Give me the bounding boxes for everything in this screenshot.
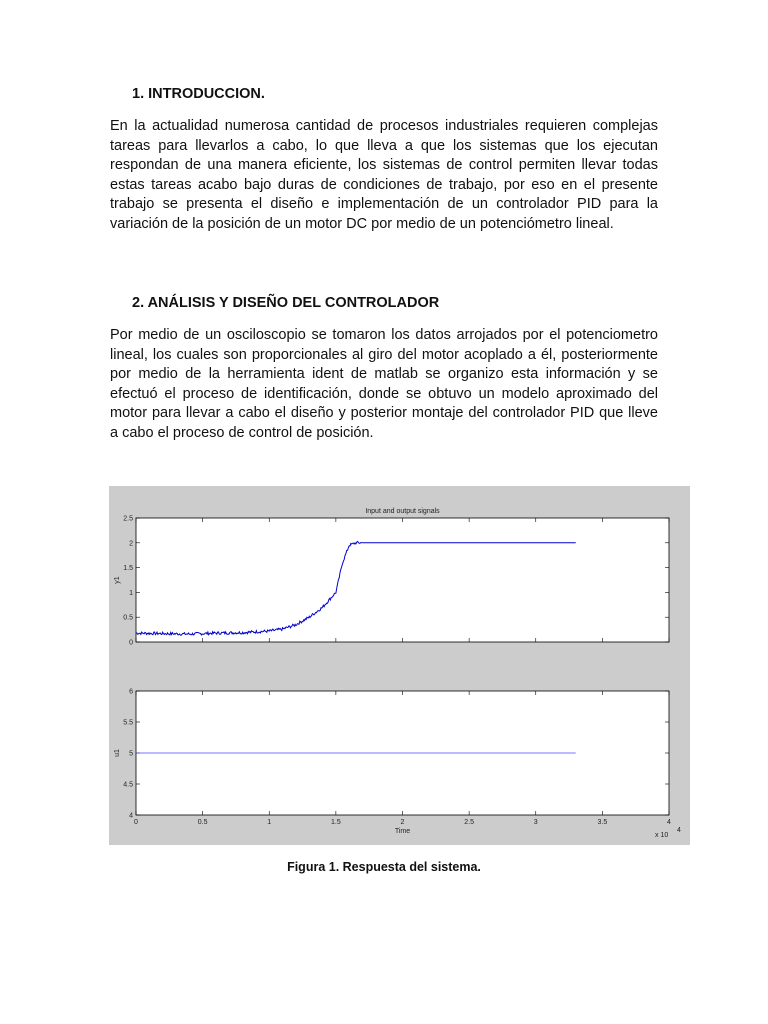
section-2-paragraph: Por medio de un osciloscopio se tomaron los datos arrojados por el potenciometro lineal, los cuales son proporcionales al giro del motor acoplado a él, posteriormente por medio de la herramienta ident de matlab se organizo esta información y se efectuó el proceso de identificación, donde se obtuvo un modelo aproximado del motor para llevar a cabo el diseño y posterior montaje del controlador PID que lleve a cabo el proceso de control de posición. — [110, 327, 658, 441]
y-tick-label: 4.5 — [123, 781, 133, 789]
y-tick-label: 2 — [129, 540, 133, 548]
x-tick-label: 1 — [267, 819, 272, 826]
y-tick-label: 5 — [129, 750, 133, 758]
section-1-heading: 1. INTRODUCCION. — [132, 86, 265, 102]
x-tick-label: 3.5 — [597, 819, 608, 826]
y-tick-label: 5.5 — [123, 719, 133, 727]
x-multiplier-exponent: 4 — [677, 827, 681, 834]
y-tick-label: 0.5 — [123, 614, 133, 622]
x-axis-label: Time — [394, 828, 411, 835]
matlab-figure — [109, 486, 690, 845]
section-2-heading: 2. ANÁLISIS Y DISEÑO DEL CONTROLADOR — [132, 295, 440, 311]
x-tick-label: 4 — [667, 819, 671, 826]
y-tick-label: 2.5 — [123, 515, 133, 523]
x-tick-label: 0 — [134, 819, 138, 826]
figure-1 — [109, 486, 690, 845]
y-axis-label: u1 — [114, 749, 121, 757]
y-tick-label: 4 — [129, 812, 133, 820]
x-tick-label: 2.5 — [464, 819, 474, 826]
x-tick-label: 0.5 — [197, 819, 208, 826]
chart-title: Input and output signals — [365, 508, 440, 515]
x-multiplier-label: x 10 — [655, 832, 669, 839]
x-tick-label: 1.5 — [331, 819, 341, 826]
x-tick-label: 2 — [400, 819, 405, 826]
y-axis-label: y1 — [114, 576, 121, 584]
x-tick-label: 3 — [533, 819, 538, 826]
y-tick-label: 1.5 — [123, 565, 133, 573]
y-tick-label: 1 — [129, 589, 133, 597]
y-tick-label: 6 — [129, 688, 133, 696]
axes-box-1 — [136, 518, 669, 642]
section-1-paragraph: En la actualidad numerosa cantidad de procesos industriales requieren complejas tareas para llevarlos a cabo, lo que lleva a que los sistemas que los ejecutan respondan de una manera eficiente, los sistemas de control permiten llevar todas estas tareas acabo bajo duras de condiciones de trabajo, por eso en el presente trabajo se presenta el diseño e implementación de un controlador PID para la variación de la posición de un motor DC por medio de un potenciómetro lineal. — [110, 118, 658, 232]
y-tick-label: 0 — [129, 639, 133, 647]
figure-caption: Figura 1. Respuesta del sistema. — [287, 860, 481, 874]
